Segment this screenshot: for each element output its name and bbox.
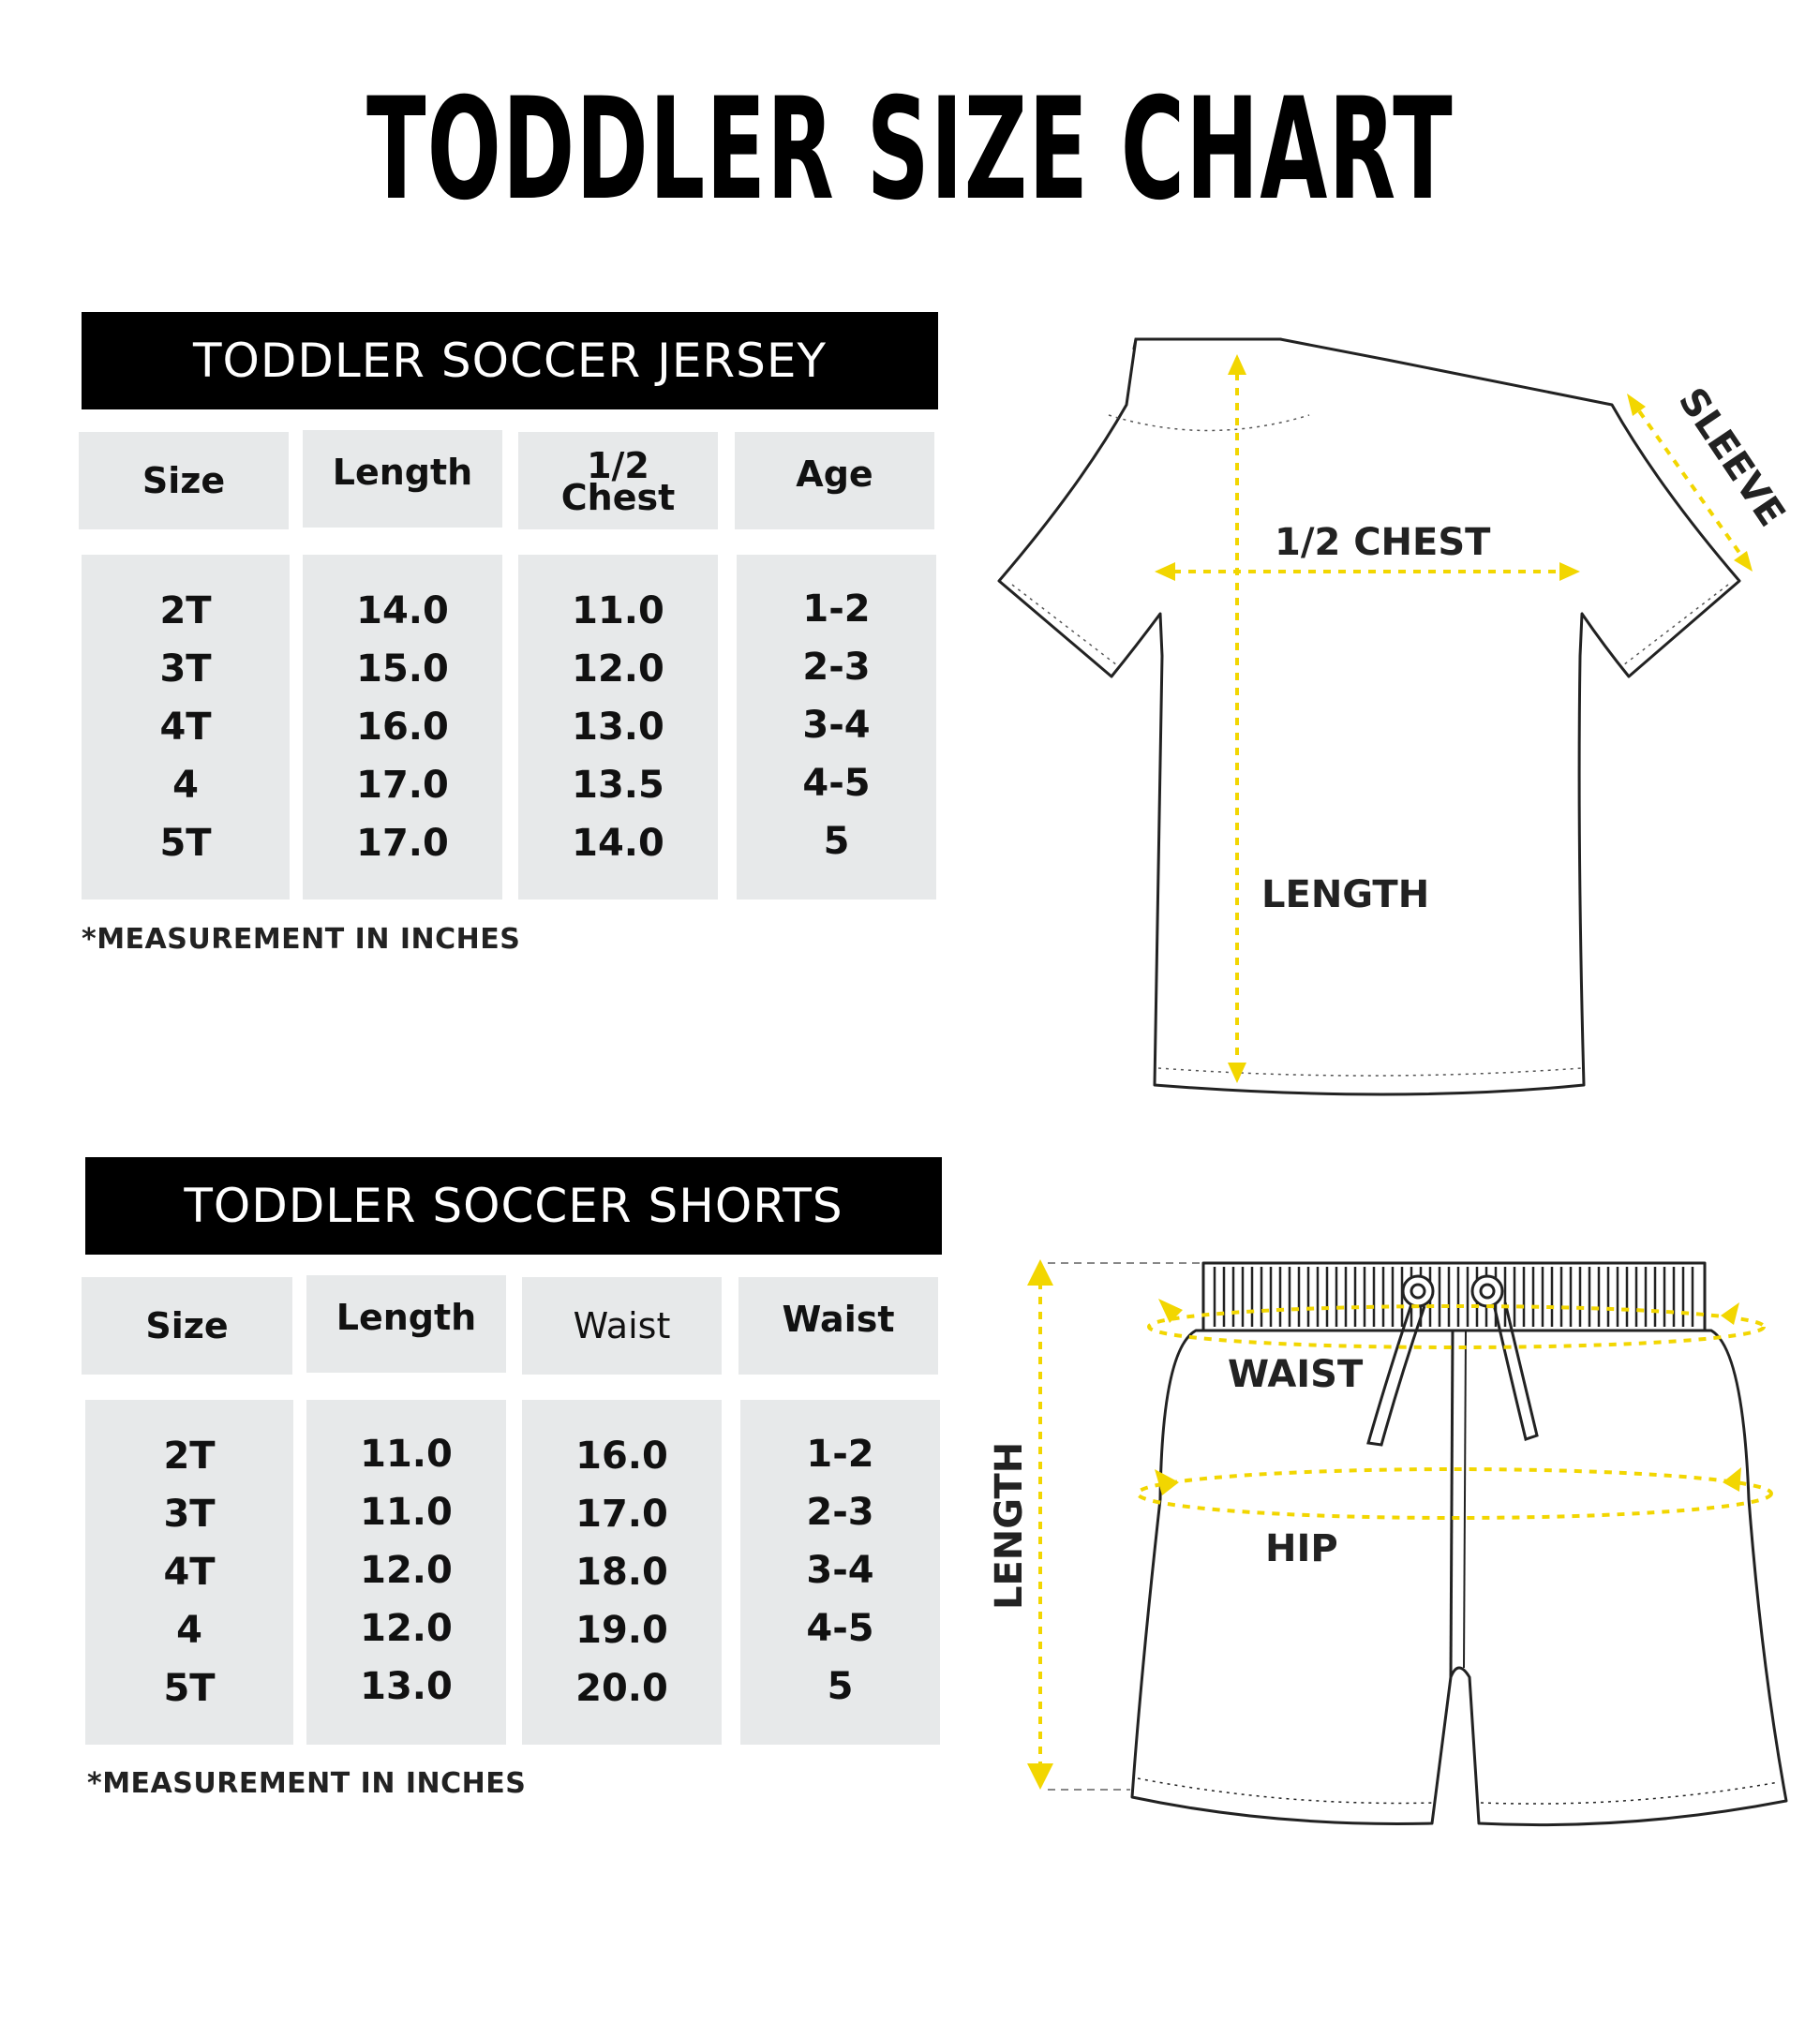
jersey-age-cell: 5 bbox=[823, 820, 850, 863]
jersey-chest-cell: 11.0 bbox=[572, 589, 664, 632]
jersey-header-age: Age bbox=[735, 432, 934, 529]
hip-label: HIP bbox=[1265, 1527, 1338, 1570]
jersey-size-cell: 5T bbox=[159, 822, 212, 865]
shorts-size-cell: 4T bbox=[163, 1551, 216, 1594]
shorts-waist-cell: 19.0 bbox=[575, 1609, 668, 1652]
shorts-header-length: Length bbox=[306, 1275, 506, 1373]
shorts-header-size: Size bbox=[82, 1277, 292, 1375]
jersey-header-half-chest: 1/2 Chest bbox=[518, 432, 718, 529]
shorts-waist-cell: 18.0 bbox=[575, 1551, 668, 1594]
shorts-measurement-note: *MEASUREMENT IN INCHES bbox=[87, 1767, 527, 1800]
jersey-length-cell: 14.0 bbox=[356, 589, 449, 632]
shorts-size-cell: 5T bbox=[163, 1667, 216, 1710]
jersey-length-cell: 15.0 bbox=[356, 647, 449, 691]
jersey-size-cell: 4 bbox=[172, 764, 199, 807]
chest-label: 1/2 CHEST bbox=[1275, 521, 1491, 564]
jersey-length-cell: 16.0 bbox=[356, 706, 449, 749]
shorts-length-cell: 12.0 bbox=[360, 1549, 453, 1592]
shorts-header-waist: Waist bbox=[522, 1277, 722, 1375]
shorts-age-cell: 2-3 bbox=[806, 1491, 874, 1534]
shorts-length-cell: 13.0 bbox=[360, 1665, 453, 1708]
shirt-length-label: LENGTH bbox=[1261, 873, 1430, 916]
shorts-size-cell: 2T bbox=[163, 1435, 216, 1478]
jersey-length-cell: 17.0 bbox=[356, 822, 449, 865]
shorts-length-cell: 11.0 bbox=[360, 1433, 453, 1476]
jersey-age-cell: 3-4 bbox=[802, 704, 871, 747]
jersey-chest-cell: 13.5 bbox=[572, 764, 664, 807]
shorts-length-label: LENGTH bbox=[988, 1441, 1031, 1610]
jersey-size-cell: 4T bbox=[159, 706, 212, 749]
shorts-waist-cell: 16.0 bbox=[575, 1435, 668, 1478]
jersey-size-cell: 3T bbox=[159, 647, 212, 691]
jersey-length-cell: 17.0 bbox=[356, 764, 449, 807]
shorts-length-cell: 11.0 bbox=[360, 1491, 453, 1534]
shorts-age-cell: 5 bbox=[827, 1665, 854, 1708]
shorts-size-cell: 4 bbox=[176, 1609, 202, 1652]
jersey-chest-cell: 13.0 bbox=[572, 706, 664, 749]
shorts-waist-cell: 20.0 bbox=[575, 1667, 668, 1710]
jersey-chest-cell: 12.0 bbox=[572, 647, 664, 691]
jersey-header-size: Size bbox=[79, 432, 289, 529]
jersey-header-length: Length bbox=[303, 430, 502, 528]
shorts-age-cell: 1-2 bbox=[806, 1433, 874, 1476]
jersey-size-cell: 2T bbox=[159, 589, 212, 632]
jersey-age-cell: 1-2 bbox=[802, 587, 871, 631]
shorts-age-cell: 3-4 bbox=[806, 1549, 874, 1592]
waist-label: WAIST bbox=[1228, 1353, 1364, 1396]
shorts-age-cell: 4-5 bbox=[806, 1607, 874, 1650]
shorts-length-cell: 12.0 bbox=[360, 1607, 453, 1650]
shorts-size-cell: 3T bbox=[163, 1493, 216, 1536]
jersey-chest-cell: 14.0 bbox=[572, 822, 664, 865]
shorts-waist-cell: 17.0 bbox=[575, 1493, 668, 1536]
page-title: TODDLER SIZE CHART bbox=[366, 68, 1454, 231]
jersey-banner: TODDLER SOCCER JERSEY bbox=[82, 312, 938, 409]
jersey-age-cell: 2-3 bbox=[802, 646, 871, 689]
jersey-age-cell: 4-5 bbox=[802, 762, 871, 805]
shorts-header-waist-2: Waist bbox=[738, 1277, 938, 1375]
sleeve-label: SLEEVE bbox=[1669, 379, 1794, 535]
shorts-banner: TODDLER SOCCER SHORTS bbox=[85, 1157, 942, 1255]
jersey-measurement-note: *MEASUREMENT IN INCHES bbox=[82, 923, 521, 956]
